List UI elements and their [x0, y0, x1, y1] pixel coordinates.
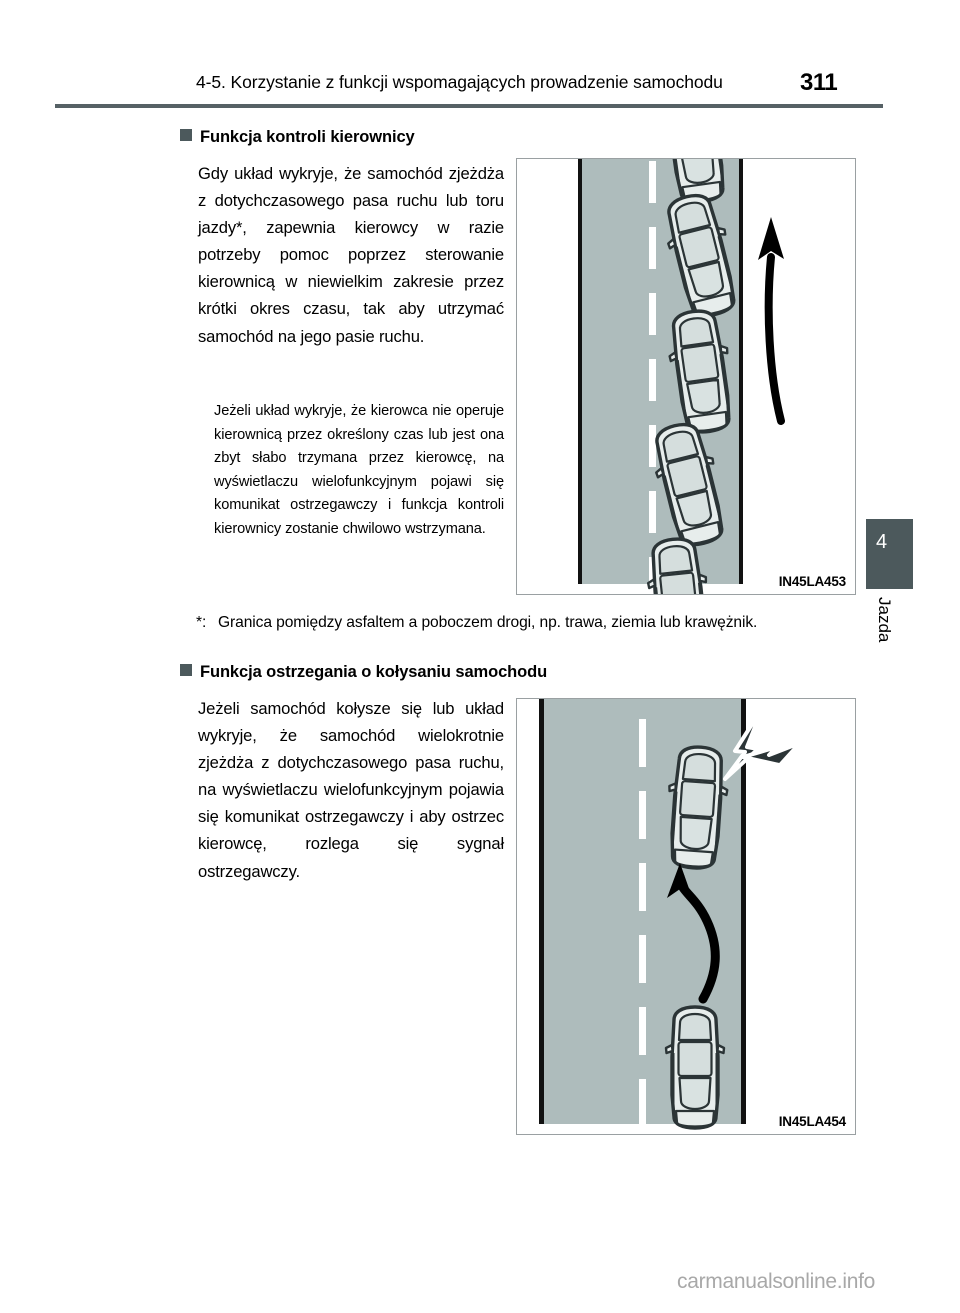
footnote-text: Granica pomiędzy asfaltem a poboczem drogi, np. trawa, ziemia lub krawężnik.	[218, 614, 758, 631]
chapter-tab-label: Jazda	[875, 597, 894, 643]
road-edge-left	[578, 159, 582, 584]
watermark: carmanualsonline.info	[677, 1270, 875, 1293]
section-2-body	[198, 695, 504, 885]
figure-2-illustration	[517, 699, 855, 1134]
figure-1-illustration	[517, 159, 855, 594]
figure-label: IN45LA454	[778, 1114, 846, 1129]
header-divider	[55, 104, 883, 108]
page-header	[0, 69, 960, 102]
figure-label: IN45LA453	[778, 574, 846, 589]
section-heading-steering-control	[180, 128, 415, 147]
paragraph: Gdy układ wykryje, że samochód zjeżdża z dotychczasowego pasa ruchu lub toru jazdy*, zapewnia kierowcy w razie potrzeby pomoc poprzez sterowanie kierownicą w niewielkim zakresie przez krótki okres czasu, tak aby utrzymać samochód na jego pasie ruchu.	[198, 164, 504, 346]
section-1-subnote	[214, 400, 504, 542]
bullet-square-icon	[180, 129, 192, 141]
section-heading-sway-warning	[180, 663, 547, 682]
figure-sway-warning	[516, 698, 856, 1135]
section-heading-label: Funkcja ostrzegania o kołysaniu samochodu	[200, 663, 548, 681]
paragraph: Jeżeli samochód kołysze się lub układ wykryje, że samochód wielokrotnie zjeżdża z dotychczasowego pasa ruchu, na wyświetlaczu wielofunkcyjnym pojawia się komunikat ostrzegawczy i aby ostrzec kierowcę, rozlega się sygnał ostrzegawczy.	[198, 699, 504, 881]
road-edge-left	[539, 699, 544, 1124]
footnote-marker: *:	[196, 614, 207, 631]
section-1-body	[198, 160, 504, 350]
section-heading-label: Funkcja kontroli kierownicy	[200, 128, 415, 146]
trajectory-arrow-icon	[758, 217, 784, 421]
figure-lane-keeping	[516, 158, 856, 595]
road-edge-right	[739, 159, 743, 584]
footnote	[196, 610, 864, 635]
page-number: 311	[800, 69, 838, 96]
bullet-square-icon	[180, 664, 192, 676]
chapter-tab	[866, 519, 913, 589]
paragraph: Jeżeli układ wykryje, że kierowca nie operuje kierownicą przez określony czas lub jest ona zbyt słabo trzymana przez kierowcę, na wyświetlaczu wielofunkcyjnym pojawi się komunikat ostrzegawczy i funkcja kontroli kierownicy zostanie chwilowo wstrzymana.	[214, 403, 504, 537]
car-icon	[666, 1007, 724, 1128]
header-title: 4-5. Korzystanie z funkcji wspomagających prowadzenie samochodu	[196, 72, 723, 92]
chapter-tab-number: 4	[876, 531, 888, 553]
